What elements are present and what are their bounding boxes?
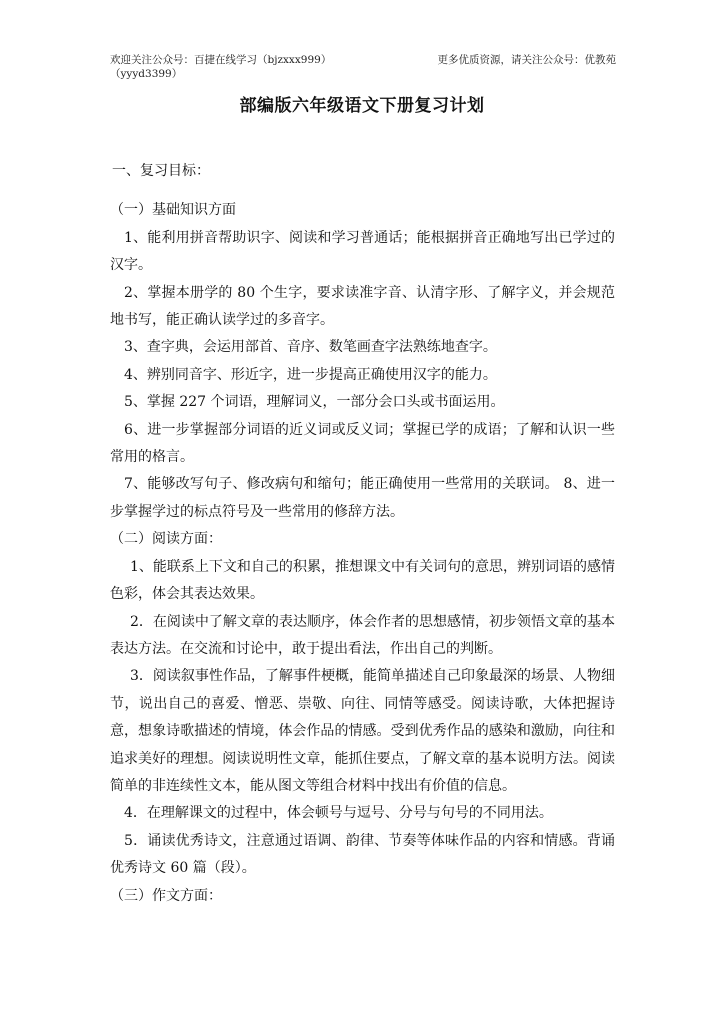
subsection-heading-reading: （二）阅读方面： <box>110 531 222 548</box>
basic-item-1: 1、能利用拼音帮助识字、阅读和学习普通话；能根据拼音正确地写出已学过的汉字。 <box>110 229 615 274</box>
basic-item-6: 6、进一步掌握部分词语的近义词或反义词；掌握已学的成语；了解和认识一些常用的格言。 <box>110 421 615 466</box>
basic-item-3: 3、查字典，会运用部首、音序、数笔画查字法熟练地查字。 <box>124 339 497 356</box>
reading-item-2: 2．在阅读中了解文章的表达顺序，体会作者的思想感情，初步领悟文章的基本表达方法。在交流和讨论中，敢于提出看法，作出自己的判断。 <box>110 613 615 657</box>
document-title: 部编版六年级语文下册复习计划 <box>239 96 485 116</box>
document-body <box>110 158 615 910</box>
reading-item-5: 5．诵读优秀诗文，注意通过语调、韵律、节奏等体味作品的内容和情感。背诵优秀诗文 60 篇（段）。 <box>110 832 615 877</box>
subsection-heading-basic: （一）基础知识方面 <box>110 202 236 219</box>
header-right: 更多优质资源，请关注公众号：优教苑 <box>437 54 616 66</box>
header-left: 欢迎关注公众号：百捷在线学习（bjzxxx999） <box>110 54 332 66</box>
reading-item-1: 1、能联系上下文和自己的积累，推想课文中有关词句的意思，辨别词语的感情色彩，体会其表达效果。 <box>110 558 615 603</box>
reading-item-4: 4．在理解课文的过程中，体会顿号与逗号、分号与句号的不同用法。 <box>124 805 553 822</box>
section-heading-goals: 一、复习目标： <box>112 163 210 179</box>
basic-item-5: 5、掌握 227 个词语，理解词义，一部分会口头或书面运用。 <box>124 394 505 411</box>
basic-item-7: 7、能够改写句子、修改病句和缩句；能正确使用一些常用的关联词。 8、进一步掌握学过的标点符号及一些常用的修辞方法。 <box>110 476 615 520</box>
subsection-heading-writing: （三）作文方面： <box>110 887 222 904</box>
header-left-continued: （yyyd3399） <box>110 68 183 80</box>
reading-item-3: 3．阅读叙事性作品，了解事件梗概，能简单描述自己印象最深的场景、人物细节，说出自己的喜爱、憎恶、崇敬、向往、同情等感受。阅读诗歌，大体把握诗意，想象诗歌描述的情境，体会作品的情感。受到优秀作品的感染和激励，向往和追求美好的理想。阅读说明性文章，能抓住要点，了解文章的基本说明方法。阅读简单的非连续性文本，能从图文等组合材料中找出有价值的信息。 <box>110 668 615 794</box>
basic-item-4: 4、辨别同音字、形近字，进一步提高正确使用汉字的能力。 <box>124 366 497 383</box>
basic-item-2: 2、掌握本册学的 80 个生字，要求读准字音、认清字形、了解字义，并会规范地书写，能正确认读学过的多音字。 <box>110 284 615 329</box>
